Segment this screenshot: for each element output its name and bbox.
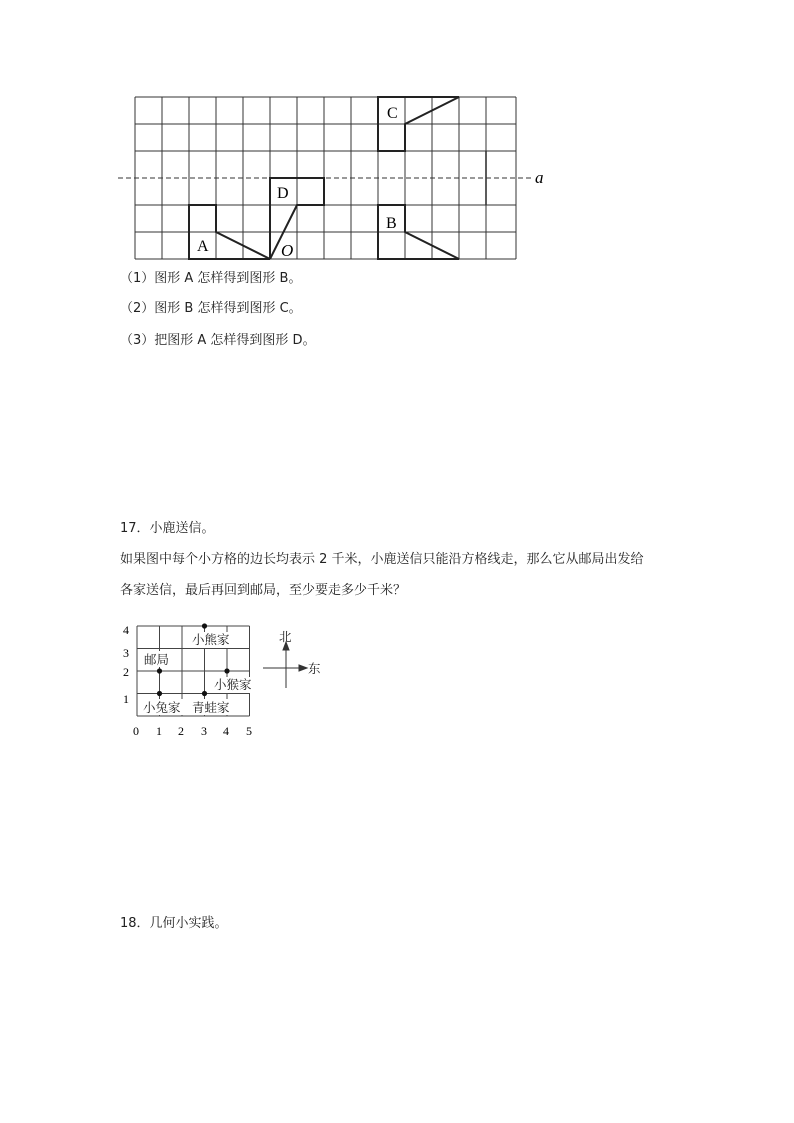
q17-text-line-2: 各家送信，最后再回到邮局，至少要走多少千米？ — [120, 583, 407, 598]
delivery-map-figure — [0, 615, 794, 745]
x-tick-3: 3 — [201, 724, 207, 738]
bear-home-label: 小熊家 — [192, 632, 230, 647]
q16-part-2: （2）图形 B 怎样得到图形 C。 — [120, 301, 302, 316]
post-office-label: 邮局 — [144, 652, 170, 667]
x-tick-4: 4 — [223, 724, 229, 738]
x-tick-0: 0 — [133, 724, 139, 738]
post-office-dot — [157, 668, 162, 673]
x-tick-1: 1 — [156, 724, 162, 738]
rabbit-home-label: 小兔家 — [143, 700, 181, 715]
label-c: C — [387, 105, 398, 122]
x-tick-2: 2 — [178, 724, 184, 738]
q17-title: 17．小鹿送信。 — [120, 521, 215, 536]
bear-home-dot — [202, 623, 207, 628]
y-tick-1: 1 — [123, 692, 129, 706]
label-axis-a: a — [535, 168, 544, 187]
q17-text-line-1: 如果图中每个小方格的边长均表示 2 千米，小鹿送信只能沿方格线走，那么它从邮局出发给 — [120, 552, 644, 567]
x-tick-5: 5 — [246, 724, 252, 738]
q16-part-3: （3）把图形 A 怎样得到图形 D。 — [120, 333, 316, 348]
y-tick-4: 4 — [123, 623, 129, 637]
compass-icon — [263, 642, 307, 688]
compass-north-label: 北 — [279, 629, 292, 644]
y-tick-2: 2 — [123, 665, 129, 679]
label-d: D — [277, 185, 289, 202]
label-o: O — [281, 241, 294, 260]
q16-part-1: （1）图形 A 怎样得到图形 B。 — [120, 271, 302, 286]
monkey-home-label: 小猴家 — [214, 677, 252, 692]
label-b: B — [386, 215, 397, 232]
frog-home-dot — [202, 691, 207, 696]
monkey-home-dot — [224, 668, 229, 673]
label-a: A — [197, 238, 209, 255]
compass-east-label: 东 — [308, 661, 321, 676]
frog-home-label: 青蛙家 — [192, 700, 230, 715]
transformation-grid-figure — [0, 0, 794, 280]
y-tick-3: 3 — [123, 646, 129, 660]
rabbit-home-dot — [157, 691, 162, 696]
q18-title: 18．几何小实践。 — [120, 916, 228, 931]
